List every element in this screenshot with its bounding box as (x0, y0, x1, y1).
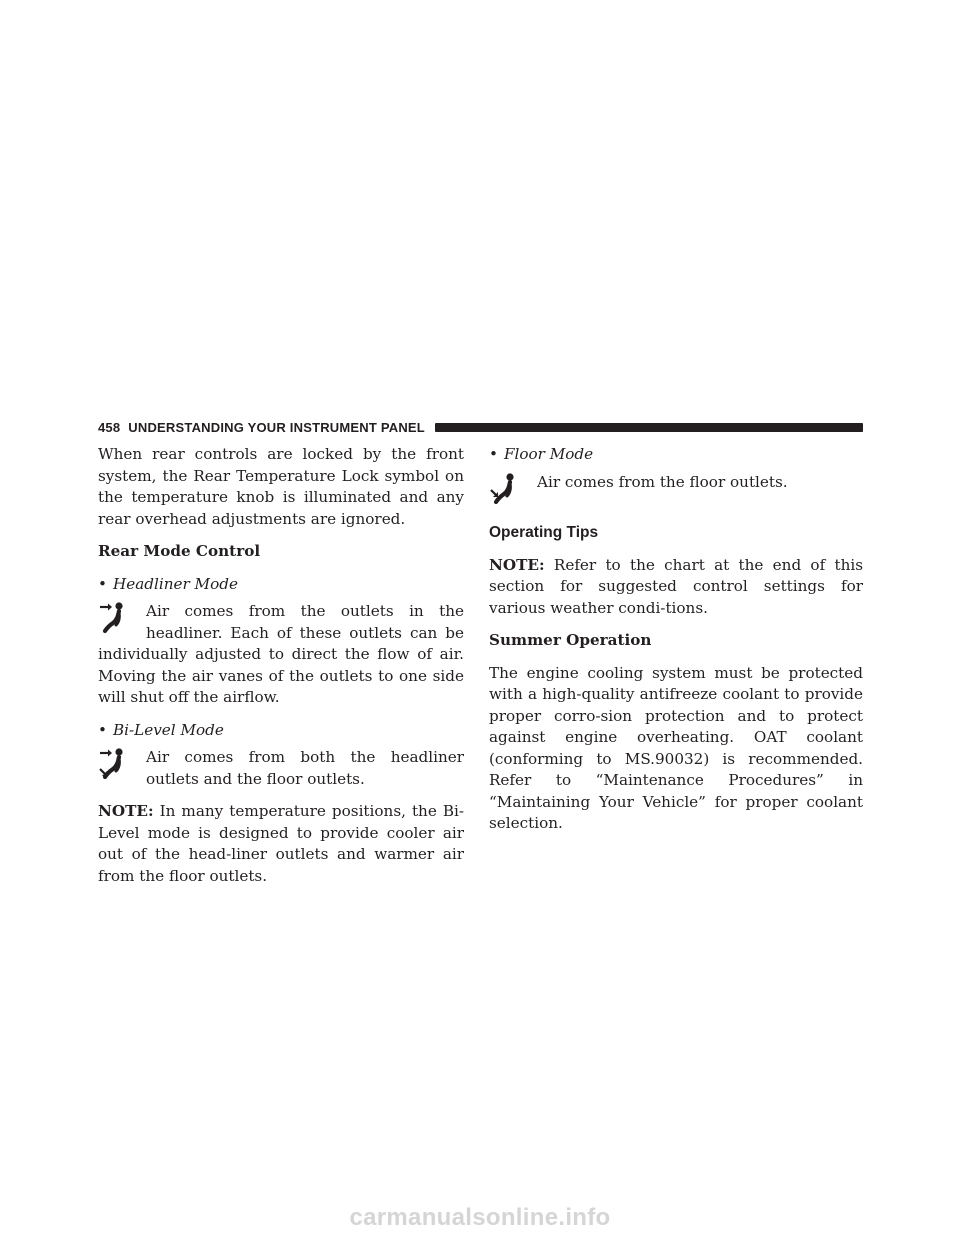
left-note: NOTE: In many temperature positions, the Bi-Level mode is designed to provide cooler air out of the head-liner outlets and warmer air from the floor outlets. (98, 802, 464, 885)
rear-mode-heading: Rear Mode Control (98, 542, 261, 560)
watermark: carmanualsonline.info (349, 1204, 611, 1231)
page-number: 458 (98, 419, 121, 435)
headliner-mode-icon (98, 601, 144, 641)
operating-tips-heading: Operating Tips (489, 523, 599, 541)
bilevel-mode-bullet: • Bi-Level Mode (98, 720, 224, 739)
floor-mode-block (489, 472, 863, 512)
summer-operation-heading: Summer Operation (489, 631, 652, 649)
header-rule (435, 423, 863, 432)
intro-paragraph: When rear controls are locked by the front system, the Rear Temperature Lock symbol on the temperature knob is illuminated and any rear overhead adjustments are ignored. (98, 445, 464, 528)
section-title: UNDERSTANDING YOUR INSTRUMENT PANEL (128, 419, 425, 435)
right-column (489, 444, 863, 835)
floor-mode-text: Air comes from the floor outlets. (537, 472, 788, 491)
floor-mode-bullet: • Floor Mode (489, 445, 594, 463)
floor-mode-icon (489, 472, 535, 512)
page-header (98, 418, 863, 436)
headliner-mode-text: Air comes from the outlets in the headliner. Each of these outlets can be individually adjusted to direct the flow of air. Moving the air vanes of the outlets to one side will shut off the airflow. (98, 602, 464, 706)
bilevel-mode-text: Air comes from both the headliner outlets and the floor outlets. (146, 748, 464, 788)
left-column (98, 444, 464, 887)
headliner-mode-block (98, 601, 464, 709)
summer-operation-text: The engine cooling system must be protected with a high-quality antifreeze coolant to provide proper corro-sion protection and to protect against engine overheating. OAT coolant (conforming to MS.90032) is recommended. Refer to “Maintenance Procedures” in “Maintaining Your Vehicle” for proper coolant selection. (489, 663, 863, 832)
bilevel-mode-block (98, 747, 464, 790)
headliner-mode-bullet: • Headliner Mode (98, 574, 238, 593)
bilevel-mode-icon (98, 747, 144, 787)
right-note: NOTE: Refer to the chart at the end of this section for suggested control settings for various weather condi-tions. (489, 555, 864, 617)
